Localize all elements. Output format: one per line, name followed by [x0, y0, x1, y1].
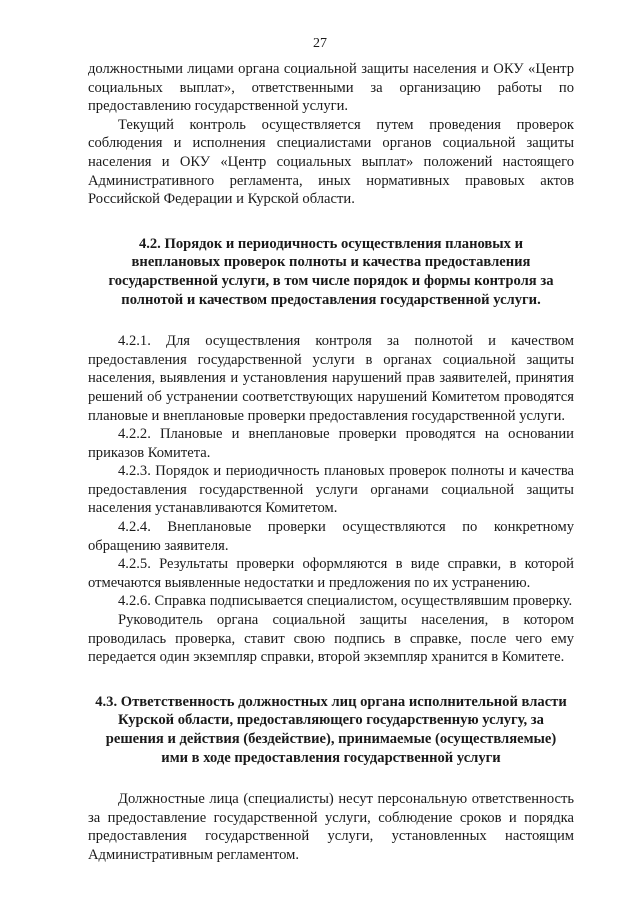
paragraph-4-2-2: 4.2.2. Плановые и внеплановые проверки проводятся на основании приказов Комитета. — [88, 426, 574, 461]
paragraph-4-2-6: 4.2.6. Справка подписывается специалистом, осуществлявшим проверку. — [118, 593, 573, 610]
paragraph-4-2-5: 4.2.5. Результаты проверки оформляются в виде справки, в которой отмечаются выявленные недостатки и предложения по их устранению. — [88, 556, 574, 591]
paragraph-4-2-3: 4.2.3. Порядок и периодичность плановых проверок полноты и качества предоставления государственной услуги органами социальной защиты населения устанавливаются Комитетом. — [88, 463, 574, 517]
section-heading-4-3: 4.3. Ответственность должностных лиц органа исполнительной власти Курской области, предоставляющего государственную услугу, за решения и действия (бездействие), принимаемые (осуществляемые) ими в ходе предоставления государственной услуги — [95, 693, 567, 766]
paragraph-4-2-1: 4.2.1. Для осуществления контроля за полнотой и качеством предоставления государственной услуги в органах социальной защиты населения, выявления и установления нарушений прав заявителей, принятия решений об устранении соответствующих нарушений Комитетом проводятся плановые и внеплановые проверки предоставления государственной услуги. — [88, 333, 574, 424]
paragraph-current-control: Текущий контроль осуществляется путем проведения проверок соблюдения и исполнения специалистами органов социальной защиты населения и ОКУ «Центр социальных выплат» положений настоящего Административного регламента, иных нормативных правовых актов Российской Федерации и Курской области. — [88, 116, 574, 208]
paragraph-continued: должностными лицами органа социальной защиты населения и ОКУ «Центр социальных выплат», ответственными за организацию работы по предоставлению государственной услуги. — [88, 61, 574, 115]
section-heading-4-2: 4.2. Порядок и периодичность осуществления плановых и внеплановых проверок полноты и качества предоставления государственной услуги, в том числе порядок и формы контроля за полнотой и качеством предоставления государственной услуги. — [108, 235, 554, 308]
document-body — [88, 60, 574, 865]
paragraph-responsibility: Должностные лица (специалисты) несут персональную ответственность за предоставление государственной услуги, соблюдение сроков и порядка предоставления государственной услуги, установленных настоящим Административным регламентом. — [88, 791, 574, 863]
paragraph-head-signature: Руководитель органа социальной защиты населения, в котором проводилась проверка, ставит свою подпись в справке, после чего ему передается один экземпляр справки, второй экземпляр хранится в Комитете. — [88, 612, 574, 666]
paragraph-4-2-4: 4.2.4. Внеплановые проверки осуществляются по конкретному обращению заявителя. — [88, 519, 574, 554]
page-number: 27 — [313, 36, 327, 51]
